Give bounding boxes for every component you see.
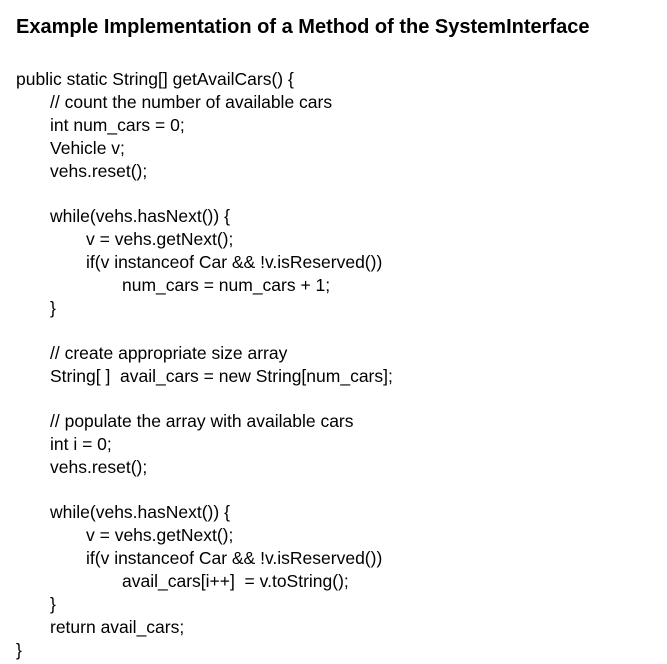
reset-call-second: vehs.reset(); [50,457,148,477]
comment-count-cars: // count the number of available cars [50,92,333,112]
close-method: } [16,640,22,660]
close-while-first: } [50,298,56,318]
declare-array: String[ ] avail_cars = new String[num_cars]; [50,366,393,386]
if-condition-second: if(v instanceof Car && !v.isReserved()) [86,548,383,568]
if-condition-first: if(v instanceof Car && !v.isReserved()) [86,252,383,272]
blank-line [16,320,656,342]
while-loop-first: while(vehs.hasNext()) { [50,206,230,226]
blank-line [16,388,656,410]
assign-array-element: avail_cars[i++] = v.toString(); [122,571,349,591]
declare-index: int i = 0; [50,434,112,454]
return-statement: return avail_cars; [50,617,185,637]
code-listing [16,68,656,662]
blank-line [16,183,656,205]
increment-num-cars: num_cars = num_cars + 1; [122,275,331,295]
comment-populate-array: // populate the array with available cars [50,411,354,431]
blank-line [16,479,656,501]
assign-vehicle-first: v = vehs.getNext(); [86,229,234,249]
close-while-second: } [50,594,56,614]
while-loop-second: while(vehs.hasNext()) { [50,502,230,522]
page-title: Example Implementation of a Method of the SystemInterface [16,16,590,38]
assign-vehicle-second: v = vehs.getNext(); [86,525,234,545]
declare-vehicle: Vehicle v; [50,138,125,158]
method-signature: public static String[] getAvailCars() { [16,69,294,89]
declare-num-cars: int num_cars = 0; [50,115,185,135]
reset-call-first: vehs.reset(); [50,161,148,181]
comment-create-array: // create appropriate size array [50,343,288,363]
